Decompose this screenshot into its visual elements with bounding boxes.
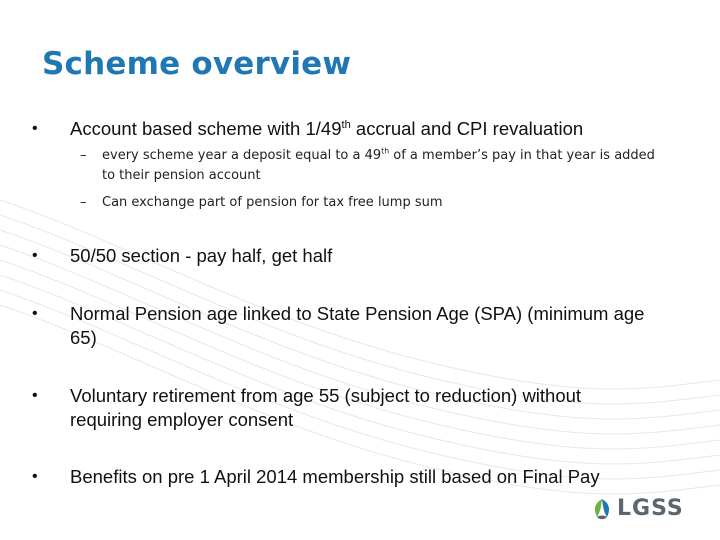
subbullet-marker: – xyxy=(80,195,87,210)
bullet-text: Voluntary retirement from age 55 (subject to reduction) without requiring employer consent xyxy=(70,385,582,430)
bullet-superscript: th xyxy=(341,118,351,131)
bullet-50-50 xyxy=(32,244,690,268)
subbullet-deposit xyxy=(80,146,672,186)
subbullet-lump-sum xyxy=(80,193,672,213)
subbullet-text: Can exchange part of pension for tax free lump sum xyxy=(102,195,443,210)
bullet-text: 50/50 section - pay half, get half xyxy=(70,245,333,266)
subbullet-marker: – xyxy=(80,148,87,163)
slide-title: Scheme overview xyxy=(42,46,352,82)
bullet-marker: • xyxy=(32,305,38,322)
bullet-marker: • xyxy=(32,468,38,485)
bullet-accrual xyxy=(32,117,690,141)
lgss-leaf-icon xyxy=(591,497,613,521)
bullet-marker: • xyxy=(32,247,38,264)
bullet-text: Normal Pension age linked to State Pension Age (SPA) (minimum age 65) xyxy=(70,303,645,348)
bullet-marker: • xyxy=(32,387,38,404)
lgss-logo xyxy=(591,496,684,521)
bullet-text: Benefits on pre 1 April 2014 membership still based on Final Pay xyxy=(70,466,600,487)
bullet-marker: • xyxy=(32,120,38,137)
subbullet-superscript: th xyxy=(381,146,390,156)
subbullet-text: of a member’s pay in that year is added to their pension account xyxy=(102,148,655,183)
bullet-text: accrual and CPI revaluation xyxy=(350,118,584,139)
bullet-final-pay xyxy=(32,465,690,489)
bullet-voluntary-retirement xyxy=(32,384,650,432)
bullet-pension-age xyxy=(32,302,670,350)
subbullet-text: every scheme year a deposit equal to a 49 xyxy=(102,148,382,163)
bullet-text: Account based scheme with 1/49 xyxy=(70,118,342,139)
lgss-logo-text: LGSS xyxy=(617,496,684,521)
